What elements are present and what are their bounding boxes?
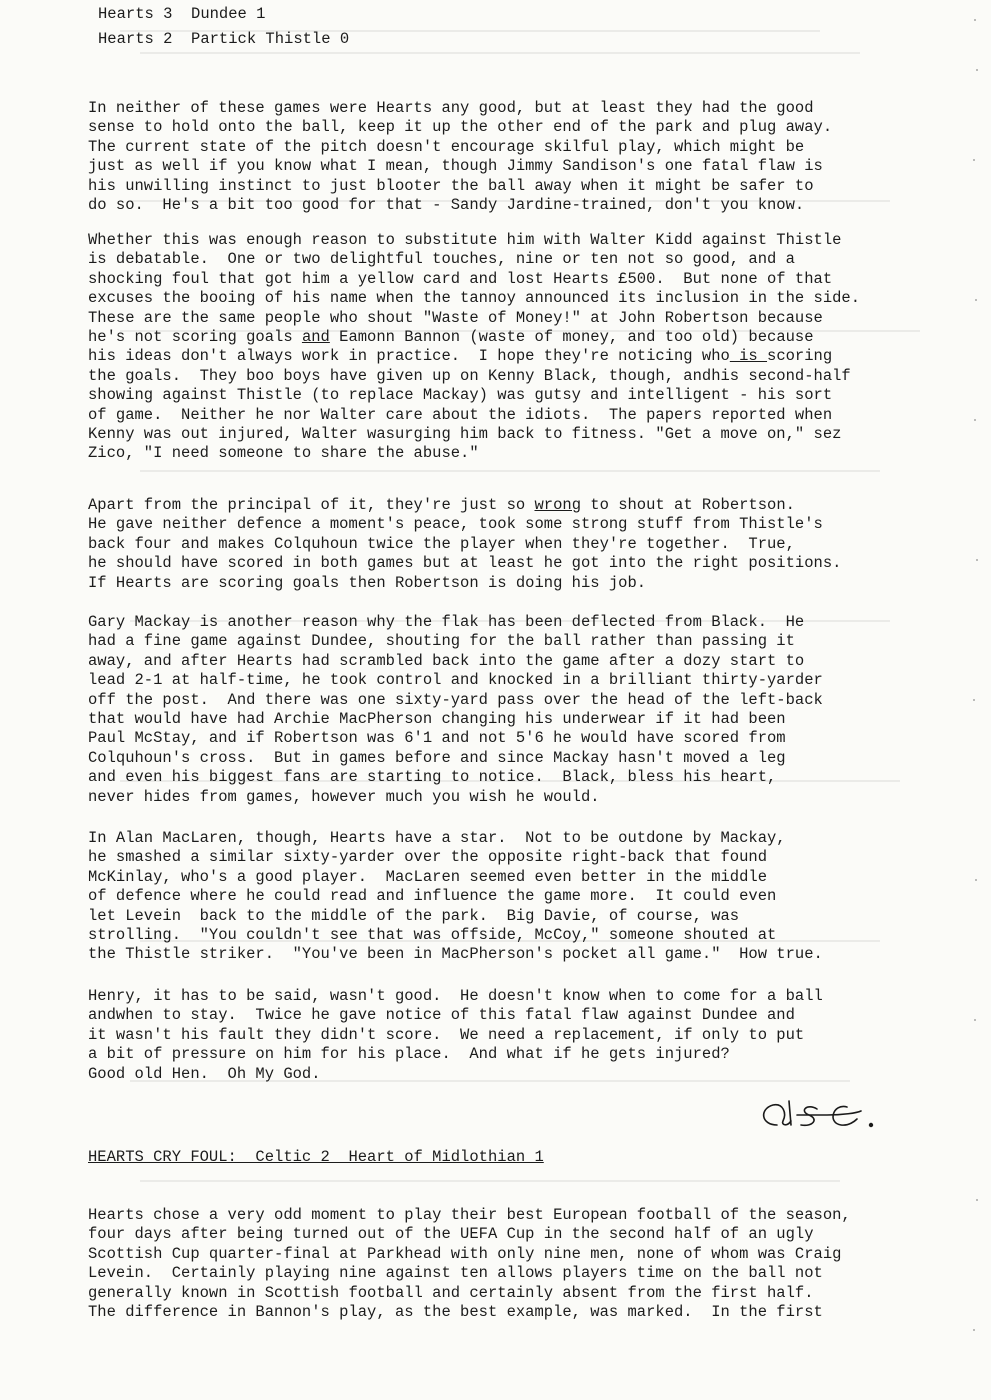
text-line: Kenny was out injured, Walter wasurging him back to fitness. "Get a move on," sez [88, 425, 842, 444]
text-line: a bit of pressure on him for his place. And what if he gets injured? [88, 1045, 730, 1064]
handwritten-signature [757, 1095, 892, 1135]
text-line: he should have scored in both games but at least he got into the right positions. [88, 554, 842, 573]
text-line: his ideas don't always work in practice. I hope they're noticing who is scoring [88, 347, 833, 366]
text-line: it wasn't his fault they didn't score. We need a replacement, if only to put [88, 1025, 805, 1044]
text-line: showing against Thistle (to replace Mackay) was gutsy and intelligent - his sort [88, 386, 833, 405]
text-line: These are the same people who shout "Waste of Money!" at John Robertson because [88, 308, 823, 327]
text-line: Paul McStay, and if Robertson was 6'1 and not 5'6 he would have scored from [88, 729, 786, 748]
text-line: Scottish Cup quarter-final at Parkhead with only nine men, none of whom was Craig [88, 1244, 842, 1263]
text-line: He gave neither defence a moment's peace, took some strong stuff from Thistle's [88, 515, 823, 534]
text-line: Whether this was enough reason to substitute him with Walter Kidd against Thistle [88, 231, 842, 249]
text-line: The current state of the pitch doesn't encourage skilful play, which might be [88, 137, 805, 156]
underlined-word: and [301, 328, 330, 347]
text-line: of game. Neither he nor Walter care about the idiots. The papers reported when [88, 405, 833, 424]
text-line: Zico, "I need someone to share the abuse." [88, 444, 479, 463]
text-line: had a fine game against Dundee, shouting for the ball rather than passing it [88, 632, 795, 651]
paragraph-robertson [88, 496, 903, 593]
paragraph-substitution [88, 231, 903, 464]
paragraph-maclaren [88, 829, 903, 965]
text-line: sense to hold onto the ball, keep it up the other end of the park and plug away. [88, 118, 833, 137]
text-line: Levein. Certainly playing nine against ten allows players time on the ball not [88, 1264, 823, 1283]
paragraph-celtic-match [88, 1206, 903, 1322]
text-line: and even his biggest fans are starting to notice. Black, bless his heart, [88, 768, 777, 787]
underlined-word: wrong [534, 496, 581, 514]
text-line: back four and makes Colquhoun twice the player when they're together. True, [88, 534, 795, 553]
text-line: do so. He's a bit too good for that - Sandy Jardine-trained, don't you know. [88, 196, 805, 215]
text-line: In neither of these games were Hearts any good, but at least they had the good [88, 99, 814, 117]
text-line: Henry, it has to be said, wasn't good. He doesn't know when to come for a ball [88, 987, 823, 1005]
text-line: shocking foul that got him a yellow card and lost Hearts £500. But none of that [88, 269, 833, 288]
paragraph-henry [88, 987, 903, 1084]
underlined-word: is [729, 347, 768, 366]
text-line: his unwilling instinct to just blooter the ball away when it might be safer to [88, 176, 814, 195]
text-line: is debatable. One or two delightful touches, nine or ten not so good, and a [88, 250, 795, 269]
text-line: off the post. And there was one sixty-yard pass over the head of the left-back [88, 690, 823, 709]
text-line: he smashed a similar sixty-yarder over the opposite right-back that found [88, 848, 768, 867]
text-line: excuses the booing of his name when the tannoy announced its inclusion in the side. [88, 289, 861, 308]
text-line: lead 2-1 at half-time, he took control and knocked in a brilliant thirty-yarder [88, 671, 823, 690]
text-line: Good old Hen. Oh My God. [88, 1064, 321, 1083]
text-line: Hearts chose a very odd moment to play their best European football of the season, [88, 1206, 851, 1224]
text-line: the Thistle striker. "You've been in MacPherson's pocket all game." How true. [88, 945, 823, 964]
text-line: Gary Mackay is another reason why the flak has been deflected from Black. He [88, 613, 805, 631]
text-line: McKinlay, who's a good player. MacLaren seemed even better in the middle [88, 867, 768, 886]
scan-edge-speckle [965, 0, 985, 1400]
text-line: just as well if you know what I mean, though Jimmy Sandison's one fatal flaw is [88, 157, 823, 176]
text-line: Apart from the principal of it, they're just so wrong to shout at Robertson. [88, 496, 795, 514]
result-dundee: Hearts 3 Dundee 1 [98, 5, 266, 23]
text-line: If Hearts are scoring goals then Robertson is doing his job. [88, 573, 647, 592]
text-line: the goals. They boo boys have given up on Kenny Black, though, andhis second-half [88, 366, 851, 385]
text-line: that would have had Archie MacPherson changing his underwear if it had been [88, 710, 786, 729]
text-line: generally known in Scottish football and certainly absent from the first half. [88, 1283, 814, 1302]
paragraph-mackay [88, 613, 903, 807]
text-line: strolling. "You couldn't see that was offside, McCoy," someone shouted at [88, 926, 777, 945]
text-line: four days after being turned out of the UEFA Cup in the second half of an ugly [88, 1225, 814, 1244]
text-line: he's not scoring goals and Eamonn Bannon (waste of money, and too old) because [88, 328, 814, 347]
text-line: In Alan MacLaren, though, Hearts have a star. Not to be outdone by Mackay, [88, 829, 786, 847]
result-partick-thistle: Hearts 2 Partick Thistle 0 [98, 30, 350, 48]
text-line: The difference in Bannon's play, as the best example, was marked. In the first [88, 1303, 823, 1322]
text-line: andwhen to stay. Twice he gave notice of this fatal flaw against Dundee and [88, 1006, 795, 1025]
text-line: let Levein back to the middle of the park. Big Davie, of course, was [88, 906, 740, 925]
text-line: away, and after Hearts had scrambled back into the game after a dozy start to [88, 651, 805, 670]
section-title: HEARTS CRY FOUL: Celtic 2 Heart of Midlothian 1 [88, 1148, 544, 1166]
text-line: of defence where he could read and influence the game more. It could even [88, 887, 777, 906]
text-line: never hides from games, however much you wish he would. [88, 787, 600, 806]
text-line: Colquhoun's cross. But in games before and since Mackay hasn't moved a leg [88, 748, 786, 767]
paragraph-sandison [88, 99, 903, 215]
